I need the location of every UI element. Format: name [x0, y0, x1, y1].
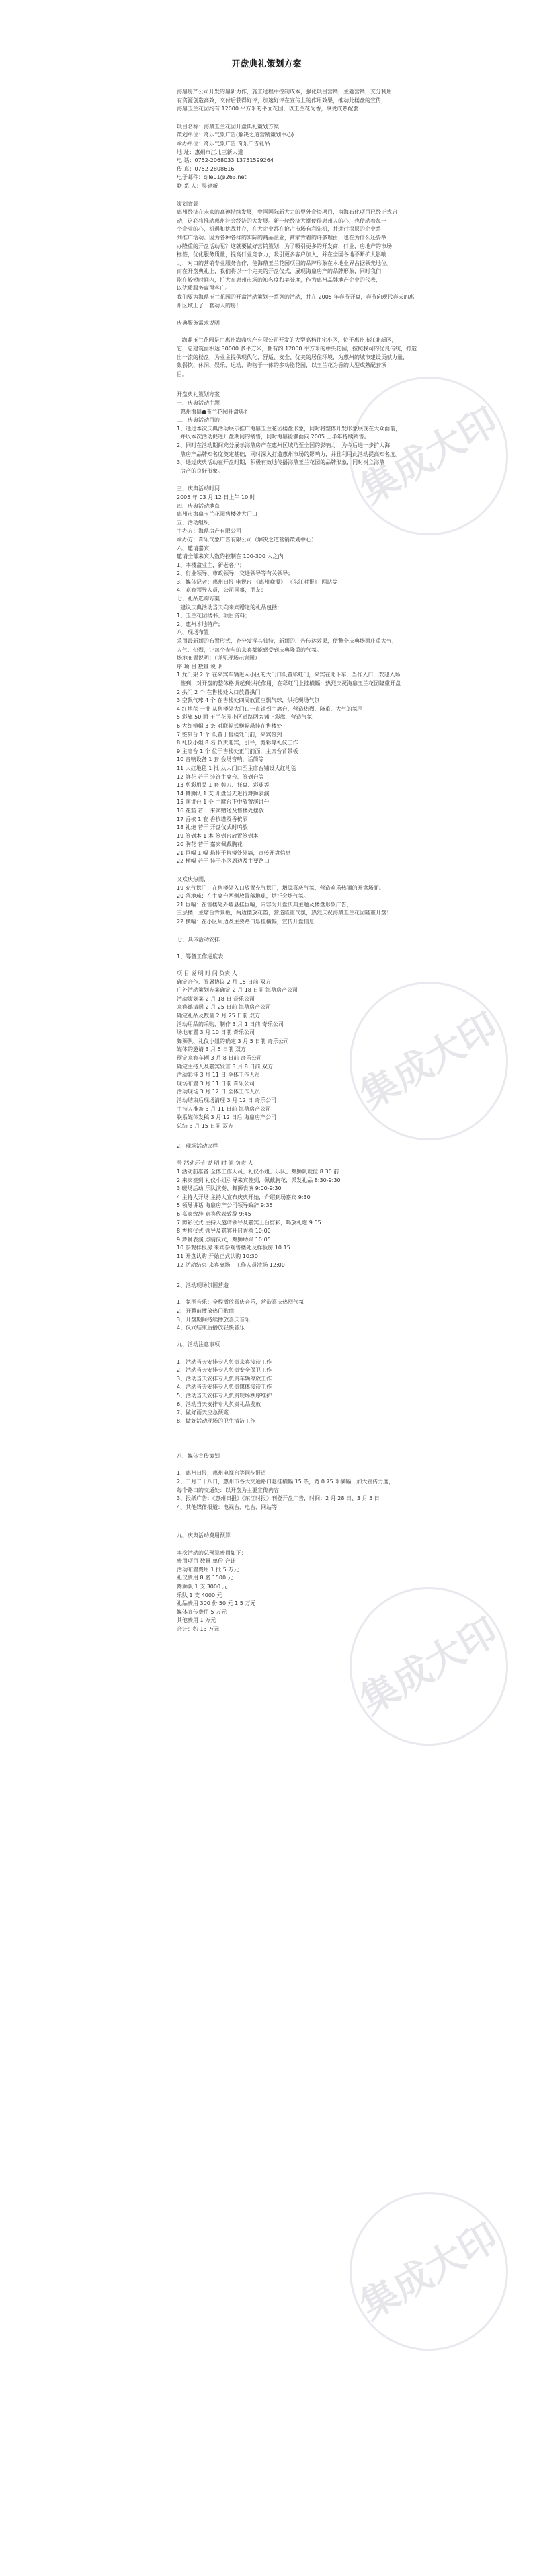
section-gap — [177, 1512, 493, 1532]
text-line: 1、氛围音乐：全程播放喜庆音乐，营造喜庆热烈气氛 — [177, 1299, 304, 1306]
text-line: 序 项 目 数量 说 明 — [177, 663, 223, 670]
text-line: 策划背景 — [177, 200, 198, 207]
text-line: 1、本楼盘业主，新老客户； — [177, 561, 245, 568]
document-title: 开盘典礼策划方案 — [231, 59, 302, 69]
text-section — [177, 936, 493, 1131]
section-gap — [177, 866, 493, 875]
text-line: 2 拱门 2 个 在售楼处入口放置拱门 — [177, 689, 261, 695]
text-line: 州区域上了一套动人的房！ — [177, 302, 241, 309]
text-line: 11 开盘认购 开始正式认购 10:30 — [177, 1253, 258, 1259]
text-line: 惠州市海鼎玉兰花园售楼处大门口 — [177, 511, 257, 518]
text-line: 七、礼品选购方案 — [177, 596, 220, 602]
text-line: 20 落地球：在主席台两侧放置落地球，烘托会场气氛。 — [177, 893, 309, 900]
text-section — [177, 875, 493, 927]
text-line: 7 剪彩仪式 主持人邀请领导及嘉宾上台剪彩，鸣放礼炮 9:55 — [177, 1219, 321, 1226]
text-line: 标签，优化服务质量，提高行业竞争力，吸引更多客户加入，并在全国各地不断扩大影响 — [177, 251, 386, 258]
watermark-stamp: 集成大印 — [321, 1558, 533, 1774]
text-line: 我们要为海鼎玉兰花园的开盘活动策划一系列的活动，并在 2005 年春节开盘，春节向现代春天的惠 — [177, 294, 415, 301]
watermark-stamp: 集成大印 — [321, 2163, 533, 2380]
text-line: 1、通过本次庆典活动展示推广海鼎玉兰花园楼盘形象，同时将整体开发形象展现在大众面前， — [177, 425, 401, 432]
text-line: 承办单位：奇乐气象广告 奇乐广告礼品 — [177, 140, 270, 147]
text-line: 2 来宾签到 礼仪小姐引导来宾签到，佩戴胸花，派发礼品 8:30-9:30 — [177, 1177, 341, 1183]
text-line: 主持人准备 3 月 11 日前 海鼎房产公司 — [177, 1105, 271, 1112]
text-line: 开盘典礼策划方案 — [177, 391, 220, 398]
text-line: 17 香槟 1 套 香槟塔及香槟酒 — [177, 816, 248, 822]
text-line: 来宾邀请函 2 月 25 日前 海鼎房产公司 — [177, 1004, 271, 1011]
text-line: 4 红地毯 一批 从售楼处大门口一直铺到主席台，营造热烈、隆重、大气的氛围 — [177, 705, 363, 712]
text-line: 能在较短时间内，扩大在惠州市场的知名度和美誉度，作为惠州品牌地产企业的代表， — [177, 276, 381, 283]
text-section — [177, 391, 493, 475]
text-line: 项 目 说 明 时 间 负责 人 — [177, 970, 237, 976]
section-gap — [177, 1270, 493, 1282]
text-line: 活动结束后现场清理 3 月 12 日 奇乐公司 — [177, 1097, 276, 1103]
text-line: 4、嘉宾领导人员，公司同事，朋友； — [177, 587, 267, 594]
text-line: 舞狮队 1 支 3000 元 — [177, 1584, 228, 1590]
text-line: 1、惠州日报，惠州电视台等同步报道 — [177, 1470, 267, 1477]
text-line: 5、活动当天安排专人负责现场秩序维护 — [177, 1392, 272, 1399]
text-line: 承办方：奇乐气象广告有限公司（解决之道营销策划中心） — [177, 536, 317, 543]
text-line: 15 演讲台 1 个 主席台正中放置演讲台 — [177, 799, 270, 806]
text-line: 费用项目 数量 单价 合计 — [177, 1558, 236, 1565]
document-body — [177, 88, 493, 1661]
text-line: 活动策划案 2 月 18 日 奇乐公司 — [177, 995, 255, 1002]
watermark-stamp: 集成大印 — [321, 953, 533, 1169]
text-line: 房产的良好形象。 — [177, 467, 224, 474]
text-line: 2、二月二十八日，惠州市各大交通路口悬挂横幅 15 条，宽 0.75 米横幅，加大宣传力度， — [177, 1479, 395, 1485]
section-gap — [177, 1426, 493, 1452]
text-line: 3 暖场活动 乐队演奏、舞狮表演 9:00-9:30 — [177, 1185, 282, 1192]
text-line: 办隆重的开盘活动呢？这就要做好营销策划，为了吸引更多的开发商，行业，房地产的市场 — [177, 243, 392, 249]
text-line: 12 活动结束 来宾离场，工作人员清场 12:00 — [177, 1261, 285, 1268]
section-gap — [177, 1130, 493, 1142]
text-line: 3、报纸广告：《惠州日报》《东江时报》刊登开盘广告，时间：2 月 28 日、3 月 5 日 — [177, 1495, 380, 1502]
text-line: 庆典服务需求说明 — [177, 320, 220, 327]
text-line: 1、筹备工作进度表 — [177, 953, 224, 960]
text-section — [177, 1452, 493, 1512]
text-line: 现场布置 3 月 11 日前 奇乐公司 — [177, 1080, 255, 1087]
text-line: 9 舞狮表演 点睛仪式，舞狮助兴 10:05 — [177, 1236, 271, 1243]
text-line: 2、开幕前播放热门歌曲 — [177, 1307, 235, 1314]
text-line: 采用最新颖的布置形式，充分发挥其独特，新颖的广告传达效果，使整个庆典场面庄重大气， — [177, 638, 397, 645]
text-line: 21 巨幅 1 幅 悬挂于售楼处外墙，宣传开盘信息 — [177, 849, 291, 856]
text-line: 又欢庆热闹， — [177, 876, 209, 883]
text-section — [177, 1142, 493, 1270]
text-line: 19 充气拱门：在售楼处入口放置充气拱门，增添喜庆气氛，营造欢乐热闹的开盘场面。 — [177, 884, 384, 891]
text-line: 8 香槟仪式 领导及嘉宾开启香槟 10:00 — [177, 1228, 271, 1235]
text-line: 21 巨幅：在售楼处外墙悬挂巨幅，内容为开盘庆典主题及楼盘形象广告， — [177, 901, 352, 908]
text-line: 号 活动环节 说 明 时 间 负责 人 — [177, 1160, 253, 1167]
text-line: 1 龙门架 2 个 在来宾车辆进入小区的大门口设置彩虹门，来宾在此下车，当作入口，欢迎入场 — [177, 672, 401, 678]
text-line: 总结 3 月 15 日前 双方 — [177, 1122, 233, 1129]
text-line: 每个路口的交通处：以开盘为主要宣传内容 — [177, 1487, 279, 1493]
text-line: 礼仪费用 8 名 1500 元 — [177, 1575, 233, 1582]
text-section — [177, 123, 493, 191]
text-line — [177, 1350, 493, 1358]
text-line: 4 主持人开场 主持人宣布庆典开始，介绍到场嘉宾 9:30 — [177, 1194, 311, 1200]
text-line — [177, 1151, 493, 1160]
text-line: 邀请全部来宾人数约控制在 100-300 人之内 — [177, 553, 284, 560]
text-line: 2、现场活动议程 — [177, 1143, 218, 1150]
text-line: 地 址：惠州市江北三新大道 — [177, 149, 243, 155]
text-line: 活动彩排 3 月 11 日 全体工作人员 — [177, 1072, 260, 1079]
text-line: 礼品费用 300 份 50 元 1.5 万元 — [177, 1600, 256, 1607]
text-section — [177, 88, 493, 114]
text-line: 1、活动当天安排专人负责来宾接待工作 — [177, 1358, 272, 1365]
text-line: 6 嘉宾致辞 嘉宾代表致辞 9:45 — [177, 1211, 251, 1218]
section-gap — [177, 310, 493, 319]
text-line: 传 真：0752-2808616 — [177, 165, 235, 172]
text-line: 20 胸花 若干 嘉宾佩戴胸花 — [177, 841, 243, 848]
text-line: 媒体宣传费用 5 万元 — [177, 1608, 227, 1615]
text-line: 三层楼，主席台背景板，两边摆放花篮，营造隆重气氛，热烈庆祝海鼎玉兰花园隆重开盘！ — [177, 910, 392, 916]
text-line: 3、开盘期间持续播放喜庆音乐 — [177, 1316, 251, 1323]
text-line: 19 签到本 1 本 签到台放置签到本 — [177, 832, 259, 839]
text-line: 并以本次活动促进开盘期间的销售，同时海鼎能够面向 2005 上半年持续销售。 — [177, 434, 370, 440]
text-section — [177, 485, 493, 866]
text-line: 六、邀请嘉宾 — [177, 545, 209, 551]
text-line: 2、活动当天安排专人负责安全保卫工作 — [177, 1367, 272, 1374]
text-line: 7、做好雨天应急预案 — [177, 1409, 229, 1416]
text-line — [177, 328, 493, 337]
text-line: 2、活动现场氛围营造 — [177, 1282, 229, 1289]
text-line: 七、具体活动安排 — [177, 936, 220, 943]
text-line — [177, 1333, 493, 1341]
text-line: 4、其他媒体报道：电视台、电台、网站等 — [177, 1504, 278, 1510]
text-line: 12 鲜花 若干 装饰主席台、签到台等 — [177, 773, 264, 780]
text-line: 1、玉兰花园楼书、项目资料； — [177, 613, 251, 619]
text-line: 13 剪彩用品 1 套 剪刀、托盘、彩球等 — [177, 782, 270, 789]
text-line: 16 花篮 若干 来宾赠送及售楼处摆放 — [177, 807, 264, 814]
text-line: 建议庆典活动当天向来宾赠送的礼品包括： — [177, 604, 283, 611]
text-line: 目。 — [177, 370, 188, 377]
text-line — [177, 944, 493, 953]
text-line: 18 礼炮 若干 开盘仪式时鸣放 — [177, 824, 248, 831]
text-line: 5 领导讲话 海鼎房产公司领导致辞 9:35 — [177, 1202, 273, 1209]
text-line: 14 舞狮队 1 支 开盘当天进行舞狮表演 — [177, 790, 270, 797]
text-line: 惠州海鼎●玉兰花园开盘典礼 — [177, 408, 250, 415]
text-line — [177, 1461, 493, 1470]
text-line: 4、活动当天安排专人负责媒体接待工作 — [177, 1384, 272, 1391]
text-line: 7 签到台 1 个 设置于售楼处门前，来宾签到 — [177, 731, 282, 738]
text-line: 海鼎房产公司开发的鼎新力作，施工过程中控制成本，强化项目营销，主题营销，充分利用 — [177, 89, 392, 95]
text-line: 八、媒体宣传策划 — [177, 1453, 220, 1460]
text-line: 4、仪式结束后播放轻快音乐 — [177, 1325, 245, 1331]
text-line: 6、活动当天安排专人负责礼品发放 — [177, 1401, 261, 1407]
text-line: 2、行业领导、市政领导，交通领导等有关领导； — [177, 570, 294, 577]
text-line: 9 主席台 1 个 位于售楼处正门前面，主席台背景板 — [177, 748, 298, 754]
text-line: 预定来宾车辆 3 月 8 日前 奇乐公司 — [177, 1054, 262, 1061]
text-line: 5 彩旗 50 面 玉兰花园小区道路两旁插上彩旗，营造气氛 — [177, 714, 313, 721]
text-line: 签到，对开盘的整体格调起到烘托作用，在彩虹门上挂横幅：热烈庆祝海鼎玉兰花园隆重开盘 — [177, 680, 401, 687]
text-line: 主办方：海鼎房产有限公司 — [177, 528, 241, 535]
text-line: 确定合作、签署协议 2 月 15 日前 双方 — [177, 978, 271, 985]
text-line: 确定礼品及数量 2 月 25 日前 双方 — [177, 1012, 260, 1019]
text-line: 电 话：0752-2068033 13751599264 — [177, 157, 274, 164]
text-line: 媒体的邀请 3 月 5 日前 双方 — [177, 1046, 246, 1053]
text-line: 活动用品的采购、制作 3 月 1 日前 奇乐公司 — [177, 1021, 284, 1027]
text-line: 3 空飘气球 4 个 在售楼处四周放置空飘气球，烘托现场气氛 — [177, 697, 320, 704]
text-line: 策划单位：奇乐气象广告(解决之道营销策划中心) — [177, 132, 294, 139]
text-line: 项目名称：海鼎玉兰花园开盘典礼策划方案 — [177, 123, 279, 130]
text-line: 户外活动策划方案确定 2 月 18 日前 海鼎房产公司 — [177, 987, 298, 994]
text-line: 2、惠州本地特产； — [177, 621, 224, 627]
watermark-stamp: 集成大印 — [321, 348, 533, 564]
text-line: 22 横幅 若干 挂于小区周边及主要路口 — [177, 858, 270, 865]
text-line: 力，对口的营销专业服务合作，使海鼎玉兰花园项目的品牌形象在本地业界占据领先地位。 — [177, 260, 392, 266]
text-section — [177, 319, 493, 379]
text-line: 惠州经济在未来的高速持续发展，中国国际新大力的甲外企资项目，南海石化项目已经正式启 — [177, 209, 397, 216]
text-line: 2005 年 03 月 12 日上午 10 时 — [177, 494, 255, 500]
text-line: 集餐饮、休闲、娱乐、运动、购物于一体的多功能花园，以玉兰花为香的大型成熟配套项 — [177, 362, 386, 369]
section-gap — [177, 475, 493, 485]
section-gap — [177, 1634, 493, 1661]
text-line: 活动现场 3 月 12 日 全体工作人员 — [177, 1089, 260, 1095]
text-line: 个企业的心，机遇和挑战并存，在大企业都在抢占市场有利先机，并进行深层的企业系 — [177, 226, 381, 233]
text-line: 九、活动注意事项 — [177, 1341, 220, 1348]
text-line: 10 参观样板房 来宾参观售楼处及样板房 10:15 — [177, 1245, 290, 1251]
text-line: 22 横幅：在小区周边及主要路口悬挂横幅，宣传开盘信息 — [177, 919, 315, 925]
text-line: 其他费用 1 万元 — [177, 1617, 216, 1624]
section-gap — [177, 114, 493, 123]
text-line: 3、媒体记者：惠州日报 电视台 《惠州晚报》 《东江时报》 网站等 — [177, 578, 338, 585]
text-line: 有资源创造高效，交付后获得好评，加速好评在宣传上的作用效果，推动此楼盘的宣传， — [177, 97, 386, 104]
text-line: 3、活动当天安排专人负责车辆停放工作 — [177, 1375, 272, 1382]
text-line — [177, 961, 493, 970]
text-section — [177, 1282, 493, 1426]
text-line: 场地布置说明：（详见现场示意图） — [177, 655, 260, 662]
text-line: 8 礼仪小姐 8 名 负责迎宾，引导，剪彩等礼仪工作 — [177, 740, 298, 746]
text-line: 2、同时在活动期间充分展示海鼎房产在惠州区域乃至全国的影响力，为今后进一步扩大海 — [177, 442, 391, 448]
text-line: 以优质服务赢得客户。 — [177, 285, 231, 292]
section-gap — [177, 191, 493, 200]
text-line: 合计：约 13 万元 — [177, 1625, 220, 1632]
text-line — [177, 1540, 493, 1549]
section-gap — [177, 379, 493, 391]
text-section — [177, 1532, 493, 1633]
text-line: 二、庆典活动目的 — [177, 417, 220, 424]
section-gap — [177, 927, 493, 936]
text-line: 联 系 人：吴建新 — [177, 182, 218, 189]
text-line: 它，总建筑面积达 30000 多平方米，拥有约 12000 平方米的中央花园，按照我司的优良传统，打造 — [177, 346, 417, 352]
text-line: 出一流的楼盘，为业主提供现代化、舒适、安全、优美的居住环境，为惠州的城市建设贡献力量， — [177, 354, 408, 360]
text-line: 本次活动的总预算费用如下： — [177, 1549, 247, 1556]
text-line: 列推广活动。因为各种各样的实际的商品企业，商家背着的许多理由，也在为什么还要举 — [177, 234, 386, 241]
text-line: 鼎房产品牌知名度奠定基础，同时深入打造惠州市场的影响力，并且利用此活动提高知名度。 — [177, 451, 401, 457]
text-line: 活动布置费用 1 批 5 万元 — [177, 1566, 239, 1573]
text-line: 海鼎玉兰花园约有 12000 平方米的平面花园，以玉兰花为香，享受成熟配套！ — [177, 106, 364, 112]
text-line: 乐队 1 支 4000 元 — [177, 1592, 222, 1598]
text-line: 四、庆典活动地点 — [177, 502, 220, 509]
text-line: 而在开盘典礼上，我们将以一个完美的开盘仪式，展现海鼎房产的品牌形象，同时我们 — [177, 268, 381, 275]
text-line: 6 大红横幅 3 条 对联幅式横幅悬挂在售楼处 — [177, 722, 282, 729]
text-line: 确定主持人及嘉宾发言 3 月 8 日前 双方 — [177, 1063, 273, 1070]
text-line — [177, 1290, 493, 1299]
text-line: 8、做好活动现场的卫生清洁工作 — [177, 1417, 256, 1424]
text-line: 动，这必将推动惠州社会经济的大发展。新一轮经济大潮使得惠州人的心，也使动着每一 — [177, 217, 386, 224]
text-line: 八、现场布置 — [177, 629, 209, 636]
text-line: 11 大红地毯 1 批 从大门口至主席台铺设大红地毯 — [177, 765, 296, 771]
text-line: 三、庆典活动时间 — [177, 485, 220, 492]
text-line: 人气、热烈，让每个参与的来宾都能感受到庆典隆重的气氛。 — [177, 646, 322, 653]
text-line: 舞狮队、礼仪小姐的确定 3 月 5 日前 奇乐公司 — [177, 1038, 289, 1044]
text-line: 电子邮件：qile01@263.net — [177, 174, 247, 181]
text-line: 海鼎玉兰花园是由惠州海鼎房产有限公司开发的大型高档住宅小区，位于惠州市江北新区， — [177, 337, 397, 344]
text-line: 1 活动前准备 全体工作人员、礼仪小姐、乐队、舞狮队就位 8:30 前 — [177, 1169, 339, 1175]
text-line: 联系媒体发稿 3 月 12 日后 海鼎房产公司 — [177, 1114, 276, 1121]
text-line: 九、庆典活动费用预算 — [177, 1532, 231, 1539]
text-line: 一、庆典活动主题 — [177, 400, 220, 406]
text-line: 场地布置 3 月 10 日前 奇乐公司 — [177, 1029, 255, 1036]
text-line: 3、通过庆典活动在开盘时期，积极有效地传播海鼎玉兰花园的品牌形象，同时树立海鼎 — [177, 459, 385, 466]
text-section — [177, 200, 493, 311]
text-line: 五、活动组织 — [177, 519, 209, 526]
text-line: 10 音响设备 1 套 会场音响，话筒等 — [177, 756, 264, 763]
